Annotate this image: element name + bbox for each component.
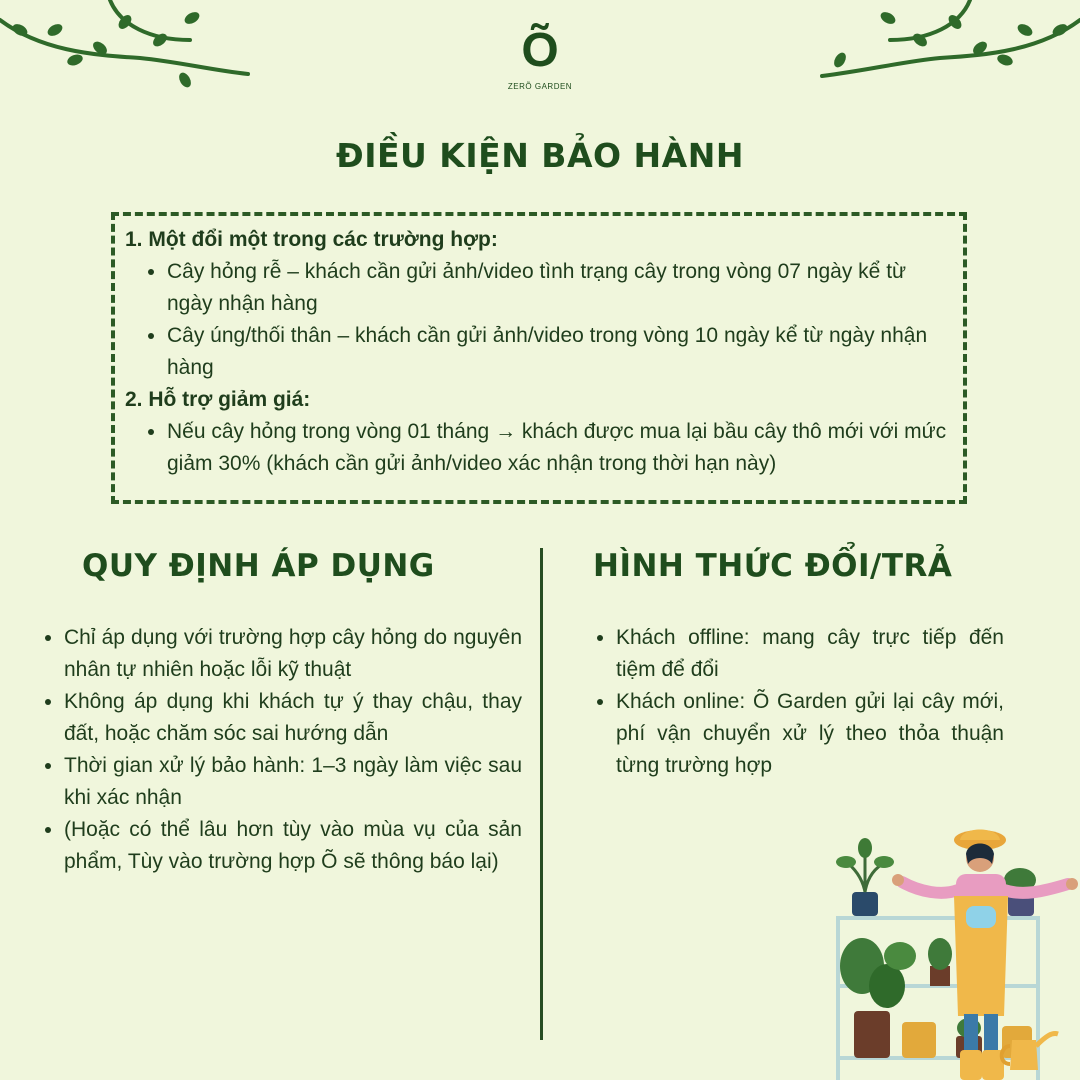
page-title: ĐIỀU KIỆN BẢO HÀNH	[336, 136, 744, 175]
section-1-heading: 1. Một đổi một trong các trường hợp:	[125, 228, 498, 251]
brand-logo	[0, 26, 1080, 91]
section-2-heading: 2. Hỗ trợ giảm giá:	[125, 388, 311, 411]
list-item: • (Hoặc có thể lâu hơn tùy vào mùa vụ của sản phẩm, Tùy vào trường hợp Õ sẽ thông báo lại)	[64, 814, 522, 878]
logo-text: ZERÕ GARDEN	[507, 82, 573, 91]
section-1-list	[125, 256, 953, 384]
list-item: • Cây hỏng rễ – khách cần gửi ảnh/video tình trạng cây trong vòng 07 ngày kể từ ngày nhận hàng	[167, 256, 953, 320]
rules-list	[42, 622, 522, 878]
exchange-list	[594, 622, 1004, 782]
list-item: • Khách offline: mang cây trực tiếp đến tiệm để đổi	[616, 622, 1004, 686]
warranty-conditions-box	[111, 212, 967, 504]
list-item: • Nếu cây hỏng trong vòng 01 tháng → khách được mua lại bầu cây thô mới với mức giảm 30% (khách cần gửi ảnh/video xác nhận trong thời hạn này)	[167, 416, 953, 480]
exchange-title: HÌNH THỨC ĐỔI/TRẢ	[593, 548, 953, 584]
list-item: • Cây úng/thối thân – khách cần gửi ảnh/video trong vòng 10 ngày kể từ ngày nhận hàng	[167, 320, 953, 384]
logo-mark: Õ	[521, 24, 559, 77]
list-item: • Chỉ áp dụng với trường hợp cây hỏng do nguyên nhân tự nhiên hoặc lỗi kỹ thuật	[64, 622, 522, 686]
gardener-illustration	[832, 826, 1080, 1080]
column-divider	[540, 548, 543, 1040]
exchange-column	[594, 622, 1004, 782]
rules-column	[42, 622, 522, 878]
list-item: • Thời gian xử lý bảo hành: 1–3 ngày làm việc sau khi xác nhận	[64, 750, 522, 814]
list-item: • Không áp dụng khi khách tự ý thay chậu, thay đất, hoặc chăm sóc sai hướng dẫn	[64, 686, 522, 750]
list-item: • Khách online: Õ Garden gửi lại cây mới, phí vận chuyển xử lý theo thỏa thuận từng trường hợp	[616, 686, 1004, 782]
rules-title: QUY ĐỊNH ÁP DỤNG	[82, 548, 435, 584]
section-2-list	[125, 416, 953, 480]
